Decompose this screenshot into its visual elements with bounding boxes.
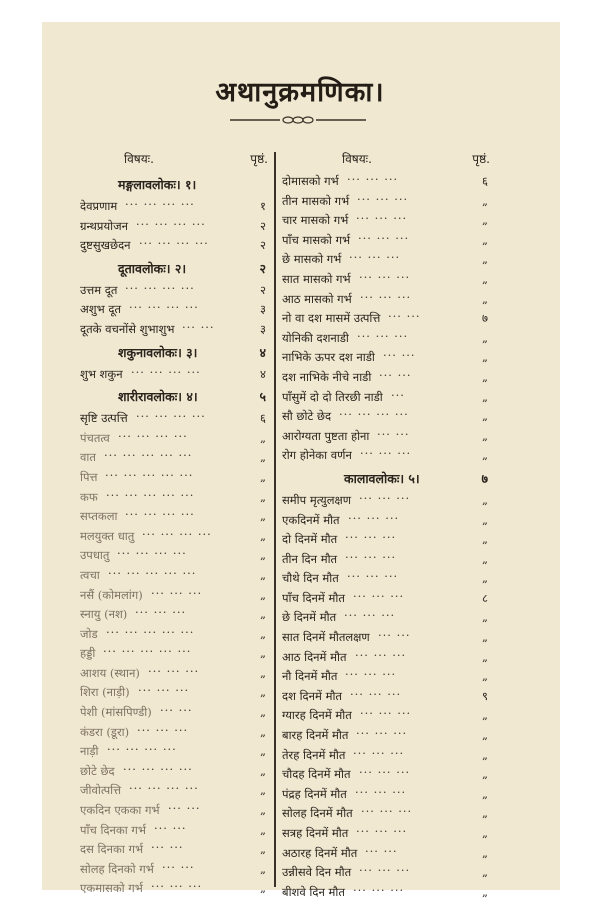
section-title: दूतावलोकः। २।: [118, 260, 187, 276]
leader-dots: ··· ··· ···: [135, 605, 187, 620]
page-number: ६: [482, 174, 488, 188]
entry-label: पंद्रह दिनमें मौत: [282, 786, 347, 801]
entry-label: सप्तकला: [80, 509, 118, 524]
leader-dots: ··· ··· ···: [349, 250, 401, 265]
entry-label: चार मासको गर्भ: [282, 213, 349, 228]
entry-label: नौ दिनमें मौत: [282, 669, 338, 684]
page-number: „: [482, 350, 488, 365]
leader-dots: ··· ···: [388, 309, 421, 324]
leader-dots: ··· ··· ··· ···: [142, 526, 212, 541]
page-number: „: [482, 271, 488, 286]
page-number: „: [482, 492, 488, 507]
page-number: „: [482, 728, 488, 743]
leader-dots: ··· ··· ···: [353, 882, 405, 897]
page-number: ४: [260, 366, 266, 381]
page-number: „: [482, 532, 488, 547]
leader-dots: ··· ··· ···: [151, 879, 203, 894]
entry-label: दोमासको गर्भ: [282, 174, 339, 188]
leader-dots: ··· ··· ···: [348, 510, 400, 525]
column-divider: [274, 152, 276, 887]
entry-label: मलयुक्त धातु: [80, 528, 135, 543]
page-number: „: [482, 884, 488, 899]
entry-label: उन्नीसवे दिन मौत: [282, 865, 352, 880]
section-heading: [282, 468, 492, 493]
entry-label: उपधातु: [80, 548, 110, 563]
leader-dots: ··· ··· ··· ···: [118, 428, 188, 443]
left-column-header: [80, 150, 270, 174]
page-number: „: [260, 665, 266, 680]
leader-dots: ··· ··· ···: [357, 328, 409, 343]
page-number: „: [260, 705, 266, 720]
leader-dots: ··· ···: [162, 859, 195, 874]
page-number: „: [260, 567, 266, 582]
leader-dots: ··· ··· ··· ···: [136, 409, 206, 424]
leader-dots: ··· ··· ··· ···: [125, 197, 195, 211]
section-title: कालावलोकः। ५।: [344, 470, 420, 486]
entry-label: पाँच दिनका गर्भ: [80, 822, 146, 837]
entry-label: योनिकी दशनाडी: [282, 330, 349, 345]
page-number: „: [482, 213, 488, 228]
toc-entry: [80, 881, 270, 901]
entry-label: एकदिन एकका गर्भ: [80, 803, 160, 818]
leader-dots: ··· ··· ···: [345, 667, 397, 682]
leader-dots: ··· ··· ···: [361, 804, 413, 819]
section-heading: [80, 174, 270, 199]
left-column: [80, 150, 270, 901]
section-title: शकुनावलोकः। ३।: [118, 344, 198, 360]
entry-label: शुभ शकुन: [80, 366, 123, 381]
leader-dots: ··· ··· ···: [359, 863, 411, 878]
leader-dots: ··· ···: [154, 820, 187, 835]
leader-dots: ··· ··· ···: [358, 230, 410, 245]
toc-entry: [80, 302, 270, 322]
page-number: १: [260, 199, 266, 213]
leader-dots: ··· ··· ···: [356, 824, 408, 838]
entry-label: दुष्टसुखछेदन: [80, 238, 131, 253]
leader-dots: ··· ···: [182, 319, 215, 334]
entry-label: छे दिनमें मौत: [282, 610, 337, 625]
section-heading: [80, 386, 270, 411]
page-number: „: [482, 232, 488, 247]
page-number: „: [260, 842, 266, 857]
page-number: „: [260, 803, 266, 818]
page-number: „: [482, 571, 488, 586]
leader-dots: ··· ··· ··· ··· ···: [105, 467, 194, 482]
page-number: „: [260, 724, 266, 739]
right-column: [282, 150, 492, 904]
entry-label: दूतके वचनोंसे शुभाशुभ: [80, 321, 175, 336]
entry-label: एकदिनमें मौत: [282, 512, 340, 527]
leader-dots: ··· ··· ··· ··· ···: [106, 487, 195, 502]
entry-label: आरोग्यता पुष्टता होना: [282, 428, 370, 443]
leader-dots: ··· ··· ···: [360, 706, 412, 721]
entry-label: तेरह दिनमें मौत: [282, 747, 346, 762]
entry-label: आशय (स्थान): [80, 665, 140, 680]
entry-label: नसैं (कोमलांग): [80, 587, 143, 602]
entry-label: नो वा दश मासमें उत्पत्ति: [282, 311, 381, 326]
entry-label: दस दिनका गर्भ: [80, 842, 144, 857]
page-number: „: [482, 786, 488, 801]
leader-dots: ··· ··· ···: [360, 446, 412, 461]
page-number: „: [260, 489, 266, 504]
page-number: ६: [260, 411, 266, 426]
entry-label: जोड: [80, 626, 98, 641]
leader-dots: ··· ··· ··· ···: [123, 761, 193, 776]
page-number: „: [260, 587, 266, 602]
page-number: „: [482, 669, 488, 684]
entry-label: पाँसुमें दो दो तिरछी नाडी: [282, 389, 383, 404]
leader-dots: ··· ··· ···: [359, 765, 411, 780]
entry-label: बीशवे दिन मौत: [282, 884, 345, 899]
entry-label: चौदह दिनमें मौत: [282, 767, 351, 782]
page-number: „: [260, 783, 266, 798]
page-number: „: [482, 428, 488, 443]
page-number: „: [482, 551, 488, 566]
entry-label: तीन दिन मौत: [282, 551, 338, 566]
page-number: „: [482, 747, 488, 762]
page-number: „: [482, 330, 488, 345]
leader-dots: ··· ··· ···: [345, 530, 397, 545]
leader-dots: ··· ···: [365, 843, 398, 858]
leader-dots: ··· ··· ···: [350, 686, 402, 701]
page-number: ३: [260, 302, 266, 317]
entry-label: अशुभ दूत: [80, 302, 122, 317]
page-number: ३: [260, 321, 266, 336]
page-number: „: [260, 881, 266, 896]
page-number: २: [260, 218, 266, 233]
entry-label: देवप्रणाम: [80, 199, 118, 213]
page-number: „: [482, 708, 488, 723]
entry-label: अठारह दिनमें मौत: [282, 845, 358, 860]
leader-dots: ··· ··· ··· ··· ···: [103, 644, 192, 659]
page-number: „: [482, 389, 488, 404]
entry-label: सात दिनमें मौतलक्षण: [282, 630, 370, 645]
entry-label: कंडरा (डूरा): [80, 724, 130, 739]
entry-label: पंचतत्व: [80, 430, 110, 445]
page-number: „: [260, 450, 266, 465]
entry-label: दश दिनमें मौत: [282, 688, 342, 703]
entry-label: पाँच दिनमें मौत: [282, 590, 345, 605]
page-header: पृष्ठं.: [250, 152, 268, 166]
leader-dots: ···: [391, 387, 405, 402]
entry-label: छोटे छेद: [80, 763, 115, 778]
page-header: पृष्ठं.: [472, 152, 490, 166]
leader-dots: ··· ··· ··· ···: [107, 742, 177, 757]
entry-label: छे मासको गर्भ: [282, 252, 342, 267]
entry-label: तीन मासको गर्भ: [282, 193, 350, 208]
entry-label: नाभिके ऊपर दश नाडी: [282, 350, 375, 365]
leader-dots: ··· ··· ···: [137, 722, 189, 737]
entry-label: सत्रह दिनमें मौत: [282, 826, 349, 840]
toc-entry: [80, 238, 270, 258]
leader-dots: ··· ··· ···: [345, 549, 397, 564]
leader-dots: ··· ··· ··· ··· ···: [104, 448, 193, 463]
entry-label: एकमासको गर्भ: [80, 881, 143, 896]
page-number: „: [260, 548, 266, 563]
entry-label: ग्रन्थप्रयोजन: [80, 218, 129, 233]
page-number: „: [260, 528, 266, 543]
page-number: २: [260, 238, 266, 253]
page-number: „: [260, 646, 266, 661]
leader-dots: ··· ··· ···: [356, 726, 408, 741]
leader-dots: ··· ··· ···: [359, 269, 411, 284]
section-title: मङ्गलावलोकः। १।: [118, 177, 197, 192]
page-number: २: [259, 260, 266, 276]
page-number: „: [260, 626, 266, 641]
page-number: „: [260, 607, 266, 622]
entry-label: समीप मृत्युलक्षण: [282, 492, 352, 507]
entry-label: चौथे दिन मौत: [282, 571, 339, 586]
entry-label: वात: [80, 450, 96, 465]
section-heading: [80, 258, 270, 283]
leader-dots: ··· ··· ··· ··· ···: [106, 624, 195, 639]
page-number: „: [482, 369, 488, 384]
page-number: „: [482, 767, 488, 782]
page-number: „: [482, 826, 488, 840]
entry-label: उत्तम दूत: [80, 282, 118, 297]
toc-entry: [282, 448, 492, 468]
leader-dots: ··· ··· ··· ···: [339, 407, 409, 422]
entry-label: ग्यारह दिनमें मौत: [282, 708, 352, 723]
ornament-divider: [228, 114, 368, 126]
left-entries: [80, 174, 270, 901]
leader-dots: ··· ··· ··· ···: [136, 216, 206, 231]
page-number: „: [482, 252, 488, 267]
page-number: „: [260, 763, 266, 778]
leader-dots: ··· ··· ···: [148, 663, 200, 678]
leader-dots: ··· ··· ··· ···: [125, 280, 195, 295]
entry-label: आठ मासको गर्भ: [282, 291, 352, 306]
page-number: ८: [482, 590, 488, 605]
entry-label: सोलह दिनको गर्भ: [80, 861, 154, 876]
subject-header: विषयः.: [342, 152, 372, 166]
entry-label: कफ: [80, 489, 98, 504]
leader-dots: ··· ··· ···: [356, 211, 408, 226]
page-number: „: [482, 630, 488, 645]
subject-header: विषयः.: [124, 152, 154, 166]
page-number: „: [482, 448, 488, 463]
leader-dots: ··· ··· ···: [353, 588, 405, 603]
leader-dots: ··· ··· ···: [355, 784, 407, 799]
page-number: „: [482, 193, 488, 208]
leader-dots: ··· ··· ···: [353, 745, 405, 760]
page-number: „: [260, 822, 266, 837]
leader-dots: ··· ···: [160, 703, 193, 718]
entry-label: हड्डी: [80, 646, 96, 661]
entry-label: शिरा (नाड़ी): [80, 685, 130, 700]
entry-label: पेशी (मांसपिण्डी): [80, 705, 152, 720]
page-number: „: [482, 845, 488, 860]
entry-label: नाड़ी: [80, 744, 99, 759]
leader-dots: ··· ··· ··· ···: [125, 507, 195, 522]
page-number: ७: [482, 311, 488, 326]
page-number: „: [260, 509, 266, 524]
entry-label: त्वचा: [80, 567, 100, 582]
leader-dots: ··· ··· ···: [360, 289, 412, 304]
page-number: ९: [482, 688, 488, 703]
entry-label: बारह दिनमें मौत: [282, 728, 349, 743]
page-number: „: [482, 610, 488, 625]
leader-dots: ··· ··· ··· ···: [129, 781, 199, 796]
entry-label: दश नाभिके नीचे नाडी: [282, 369, 372, 384]
page-number: „: [482, 512, 488, 527]
page-number: „: [482, 649, 488, 664]
entry-label: सृष्टि उत्पत्ति: [80, 411, 128, 426]
entry-label: सौ छोटे छेद: [282, 409, 332, 424]
leader-dots: ··· ··· ···: [347, 172, 399, 186]
entry-label: स्नायु (नश): [80, 607, 128, 622]
page-number: „: [260, 430, 266, 445]
entry-label: पित्त: [80, 469, 98, 484]
page-title: अथानुक्रमणिका।: [215, 77, 385, 108]
toc-entry: [282, 289, 492, 312]
leader-dots: ··· ··· ···: [355, 647, 407, 662]
entry-label: सोलह दिनमें मौत: [282, 806, 353, 821]
entry-label: सात मासको गर्भ: [282, 271, 351, 286]
entry-label: आठ दिनमें मौत: [282, 649, 347, 664]
right-column-header: [282, 150, 492, 174]
leader-dots: ··· ··· ··· ···: [139, 236, 209, 251]
toc-entry: [80, 319, 270, 342]
toc-entry: [282, 882, 492, 904]
leader-dots: ··· ··· ···: [359, 490, 411, 505]
toc-entry: [80, 364, 270, 387]
entry-label: रोग होनेका वर्णन: [282, 448, 352, 463]
page-number: „: [260, 469, 266, 484]
leader-dots: ··· ···: [383, 348, 416, 363]
entry-label: दो दिनमें मौत: [282, 532, 338, 547]
leader-dots: ··· ··· ··· ··· ···: [108, 565, 197, 580]
page-number: ७: [481, 470, 488, 486]
page-number: „: [260, 861, 266, 876]
page-number: „: [260, 744, 266, 759]
leader-dots: ··· ··· ··· ···: [117, 546, 187, 561]
page-number: „: [482, 409, 488, 424]
leader-dots: ··· ··· ···: [347, 569, 399, 584]
right-entries: [282, 174, 492, 904]
page-number: „: [482, 865, 488, 880]
entry-label: पाँच मासको गर्भ: [282, 232, 351, 247]
page-number: ५: [259, 389, 266, 405]
leader-dots: ··· ··· ···: [151, 585, 203, 600]
leader-dots: ··· ··· ···: [344, 608, 396, 623]
section-title: शारीरावलोकः। ४।: [118, 389, 198, 405]
leader-dots: ··· ···: [379, 367, 412, 382]
page-number: २: [260, 282, 266, 297]
entry-label: जीवोत्पत्ति: [80, 783, 122, 798]
page-number: „: [260, 685, 266, 700]
leader-dots: ··· ···: [151, 840, 184, 855]
page-number: „: [482, 806, 488, 821]
toc-entry: [282, 367, 492, 390]
leader-dots: ··· ··· ··· ···: [129, 300, 199, 315]
page-number: „: [482, 291, 488, 306]
section-heading: [80, 342, 270, 367]
leader-dots: ··· ··· ··· ···: [131, 364, 201, 379]
leader-dots: ··· ···: [168, 801, 201, 816]
leader-dots: ··· ··· ···: [138, 683, 190, 698]
leader-dots: ··· ···: [377, 426, 410, 441]
leader-dots: ··· ···: [378, 628, 411, 643]
page-number: ४: [259, 344, 266, 360]
leader-dots: ··· ··· ···: [357, 191, 409, 206]
